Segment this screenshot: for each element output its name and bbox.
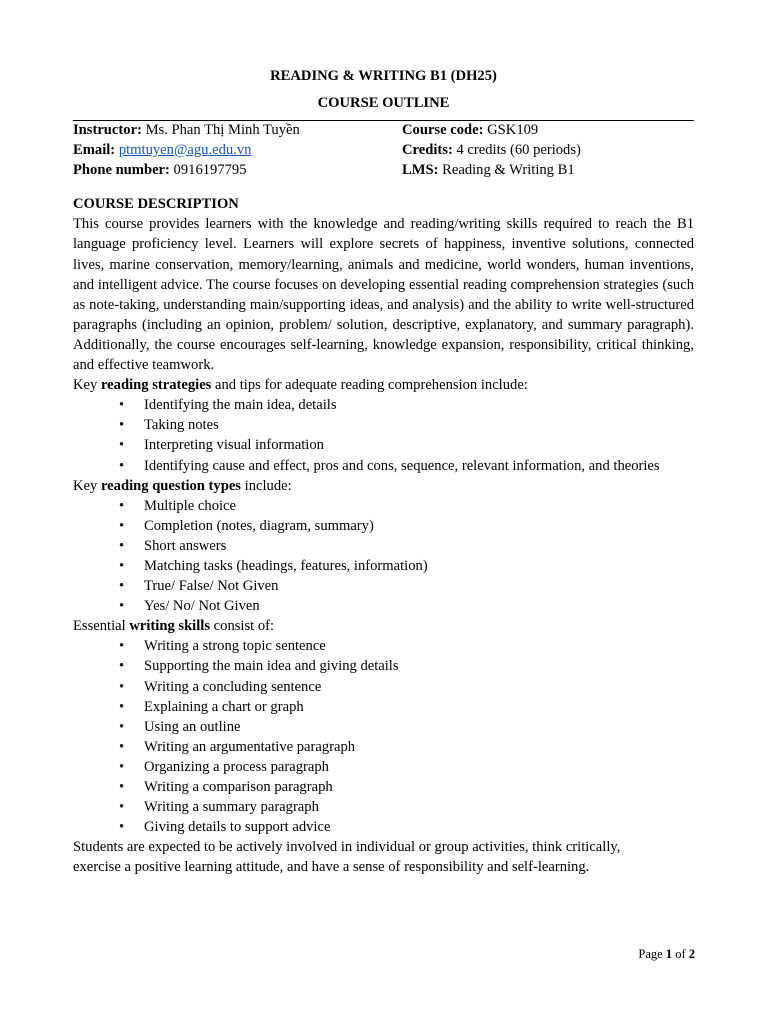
course-code-row bbox=[402, 121, 694, 141]
bullet-icon: • bbox=[119, 758, 125, 775]
list-item-text: Writing an argumentative paragraph bbox=[144, 738, 356, 755]
list-item-text: Identifying the main idea, details bbox=[144, 397, 337, 414]
list-item bbox=[73, 677, 694, 697]
list-item bbox=[73, 757, 694, 777]
bullet-icon: • bbox=[119, 578, 125, 595]
bullet-icon: • bbox=[119, 819, 125, 836]
bullet-icon: • bbox=[119, 598, 125, 615]
list-item-text: Interpreting visual information bbox=[144, 437, 324, 454]
bullet-icon: • bbox=[119, 678, 125, 695]
list-item-text: True/ False/ Not Given bbox=[144, 578, 279, 595]
credits-label: Credits: bbox=[402, 141, 453, 158]
bullet-icon: • bbox=[119, 457, 125, 474]
instructor-row bbox=[73, 121, 402, 141]
document-subtitle: COURSE OUTLINE bbox=[317, 95, 450, 111]
list-item bbox=[73, 717, 694, 737]
course-description-heading: COURSE DESCRIPTION bbox=[73, 196, 239, 213]
page-footer bbox=[638, 946, 695, 962]
list-item-text: Supporting the main idea and giving details bbox=[144, 658, 399, 675]
course-code-label: Course code: bbox=[402, 122, 484, 138]
reading-strategies-list bbox=[73, 395, 694, 475]
bullet-icon: • bbox=[119, 718, 125, 735]
writing-skills-list bbox=[73, 636, 694, 837]
list-item bbox=[73, 516, 694, 536]
list-item bbox=[73, 456, 694, 476]
reading-strategies-lead-prefix: Key bbox=[73, 377, 101, 394]
bullet-icon: • bbox=[119, 658, 125, 675]
bullet-icon: • bbox=[119, 638, 125, 655]
bullet-icon: • bbox=[119, 417, 125, 434]
list-item-text: Taking notes bbox=[144, 417, 219, 434]
list-item bbox=[73, 737, 694, 757]
email-link[interactable]: ptmtuyen@agu.edu.vn bbox=[118, 141, 252, 158]
question-types-lead-bold: reading question types bbox=[100, 477, 241, 494]
list-item-text: Short answers bbox=[144, 537, 227, 554]
list-item-text: Yes/ No/ Not Given bbox=[144, 598, 260, 615]
reading-strategies-lead bbox=[73, 375, 694, 395]
list-item bbox=[73, 556, 694, 576]
list-item bbox=[73, 697, 694, 717]
bullet-icon: • bbox=[119, 537, 125, 554]
list-item-text: Identifying cause and effect, pros and cons, sequence, relevant information, and theories bbox=[144, 457, 660, 474]
question-types-lead-prefix: Key bbox=[73, 477, 101, 494]
question-types-list bbox=[73, 496, 694, 617]
email-label: Email: bbox=[73, 141, 116, 158]
bullet-icon: • bbox=[119, 779, 125, 796]
bullet-icon: • bbox=[119, 698, 125, 715]
list-item bbox=[73, 435, 694, 455]
credits-row bbox=[402, 141, 694, 161]
closing-line-1: Students are expected to be actively involved in individual or group activities, think critically, bbox=[73, 839, 621, 856]
list-item bbox=[73, 636, 694, 656]
bullet-icon: • bbox=[119, 557, 125, 574]
list-item bbox=[73, 777, 694, 797]
reading-strategies-lead-bold: reading strategies bbox=[100, 377, 212, 394]
list-item-text: Writing a concluding sentence bbox=[144, 678, 322, 695]
writing-skills-lead bbox=[73, 616, 694, 636]
footer-of-word: of bbox=[675, 947, 686, 961]
list-item bbox=[73, 817, 694, 837]
list-item bbox=[73, 496, 694, 516]
email-row bbox=[73, 141, 402, 161]
footer-page-word: Page bbox=[638, 947, 663, 961]
list-item bbox=[73, 415, 694, 435]
list-item bbox=[73, 576, 694, 596]
list-item-text: Matching tasks (headings, features, information) bbox=[144, 557, 428, 574]
list-item-text: Giving details to support advice bbox=[144, 819, 331, 836]
lms-value: Reading & Writing B1 bbox=[442, 161, 575, 178]
course-description-paragraph: This course provides learners with the knowledge and reading/writing skills required to reach the B1 language proficiency level. Learners will explore secrets of happiness, inventive solutions, connected lives, marine conservation, memory/learning, animals and medicine, world wonders, human inventions, and intelligent advice. The course focuses on developing essential reading comprehension strategies (such as note-taking, understanding main/supporting ideas, and analysis) and the ability to write well-structured paragraphs (including an opinion, problem/ solution, descriptive, explanatory, and summary paragraph). Additionally, the course encourages self-learning, knowledge expansion, responsibility, critical thinking, and effective teamwork. bbox=[73, 216, 694, 374]
list-item-text: Multiple choice bbox=[144, 497, 236, 514]
phone-label: Phone number: bbox=[73, 161, 170, 178]
document-title: READING & WRITING B1 (DH25) bbox=[270, 68, 497, 84]
list-item bbox=[73, 797, 694, 817]
bullet-icon: • bbox=[119, 738, 125, 755]
list-item bbox=[73, 656, 694, 676]
list-item-text: Explaining a chart or graph bbox=[144, 698, 304, 715]
list-item-text: Completion (notes, diagram, summary) bbox=[144, 517, 374, 534]
list-item bbox=[73, 395, 694, 415]
lms-row bbox=[402, 161, 694, 181]
list-item bbox=[73, 596, 694, 616]
phone-row bbox=[73, 161, 402, 181]
writing-skills-lead-prefix: Essential bbox=[73, 618, 130, 635]
phone-value: 0916197795 bbox=[173, 161, 247, 178]
list-item-text: Organizing a process paragraph bbox=[144, 758, 329, 775]
footer-total-pages: 2 bbox=[688, 947, 695, 961]
course-info-grid bbox=[73, 121, 694, 180]
writing-skills-lead-bold: writing skills bbox=[129, 618, 211, 635]
closing-line-2: exercise a positive learning attitude, and have a sense of responsibility and self-learning. bbox=[73, 859, 590, 876]
bullet-icon: • bbox=[119, 799, 125, 816]
bullet-icon: • bbox=[119, 497, 125, 514]
instructor-value: Ms. Phan Thị Minh Tuyền bbox=[145, 122, 300, 138]
bullet-icon: • bbox=[119, 397, 125, 414]
question-types-lead bbox=[73, 476, 694, 496]
reading-strategies-lead-suffix: and tips for adequate reading comprehension include: bbox=[211, 377, 528, 394]
instructor-label: Instructor: bbox=[73, 122, 142, 138]
footer-current-page: 1 bbox=[665, 947, 673, 961]
document-page bbox=[73, 66, 694, 877]
credits-value: 4 credits (60 periods) bbox=[456, 141, 581, 158]
list-item-text: Writing a summary paragraph bbox=[144, 799, 319, 816]
list-item-text: Writing a strong topic sentence bbox=[144, 638, 326, 655]
bullet-icon: • bbox=[119, 517, 125, 534]
list-item-text: Using an outline bbox=[144, 718, 241, 735]
bullet-icon: • bbox=[119, 437, 125, 454]
question-types-lead-suffix: include: bbox=[241, 477, 292, 494]
list-item-text: Writing a comparison paragraph bbox=[144, 779, 333, 796]
list-item bbox=[73, 536, 694, 556]
course-code-value: GSK109 bbox=[487, 122, 539, 138]
lms-label: LMS: bbox=[402, 161, 439, 178]
writing-skills-lead-suffix: consist of: bbox=[210, 618, 275, 635]
